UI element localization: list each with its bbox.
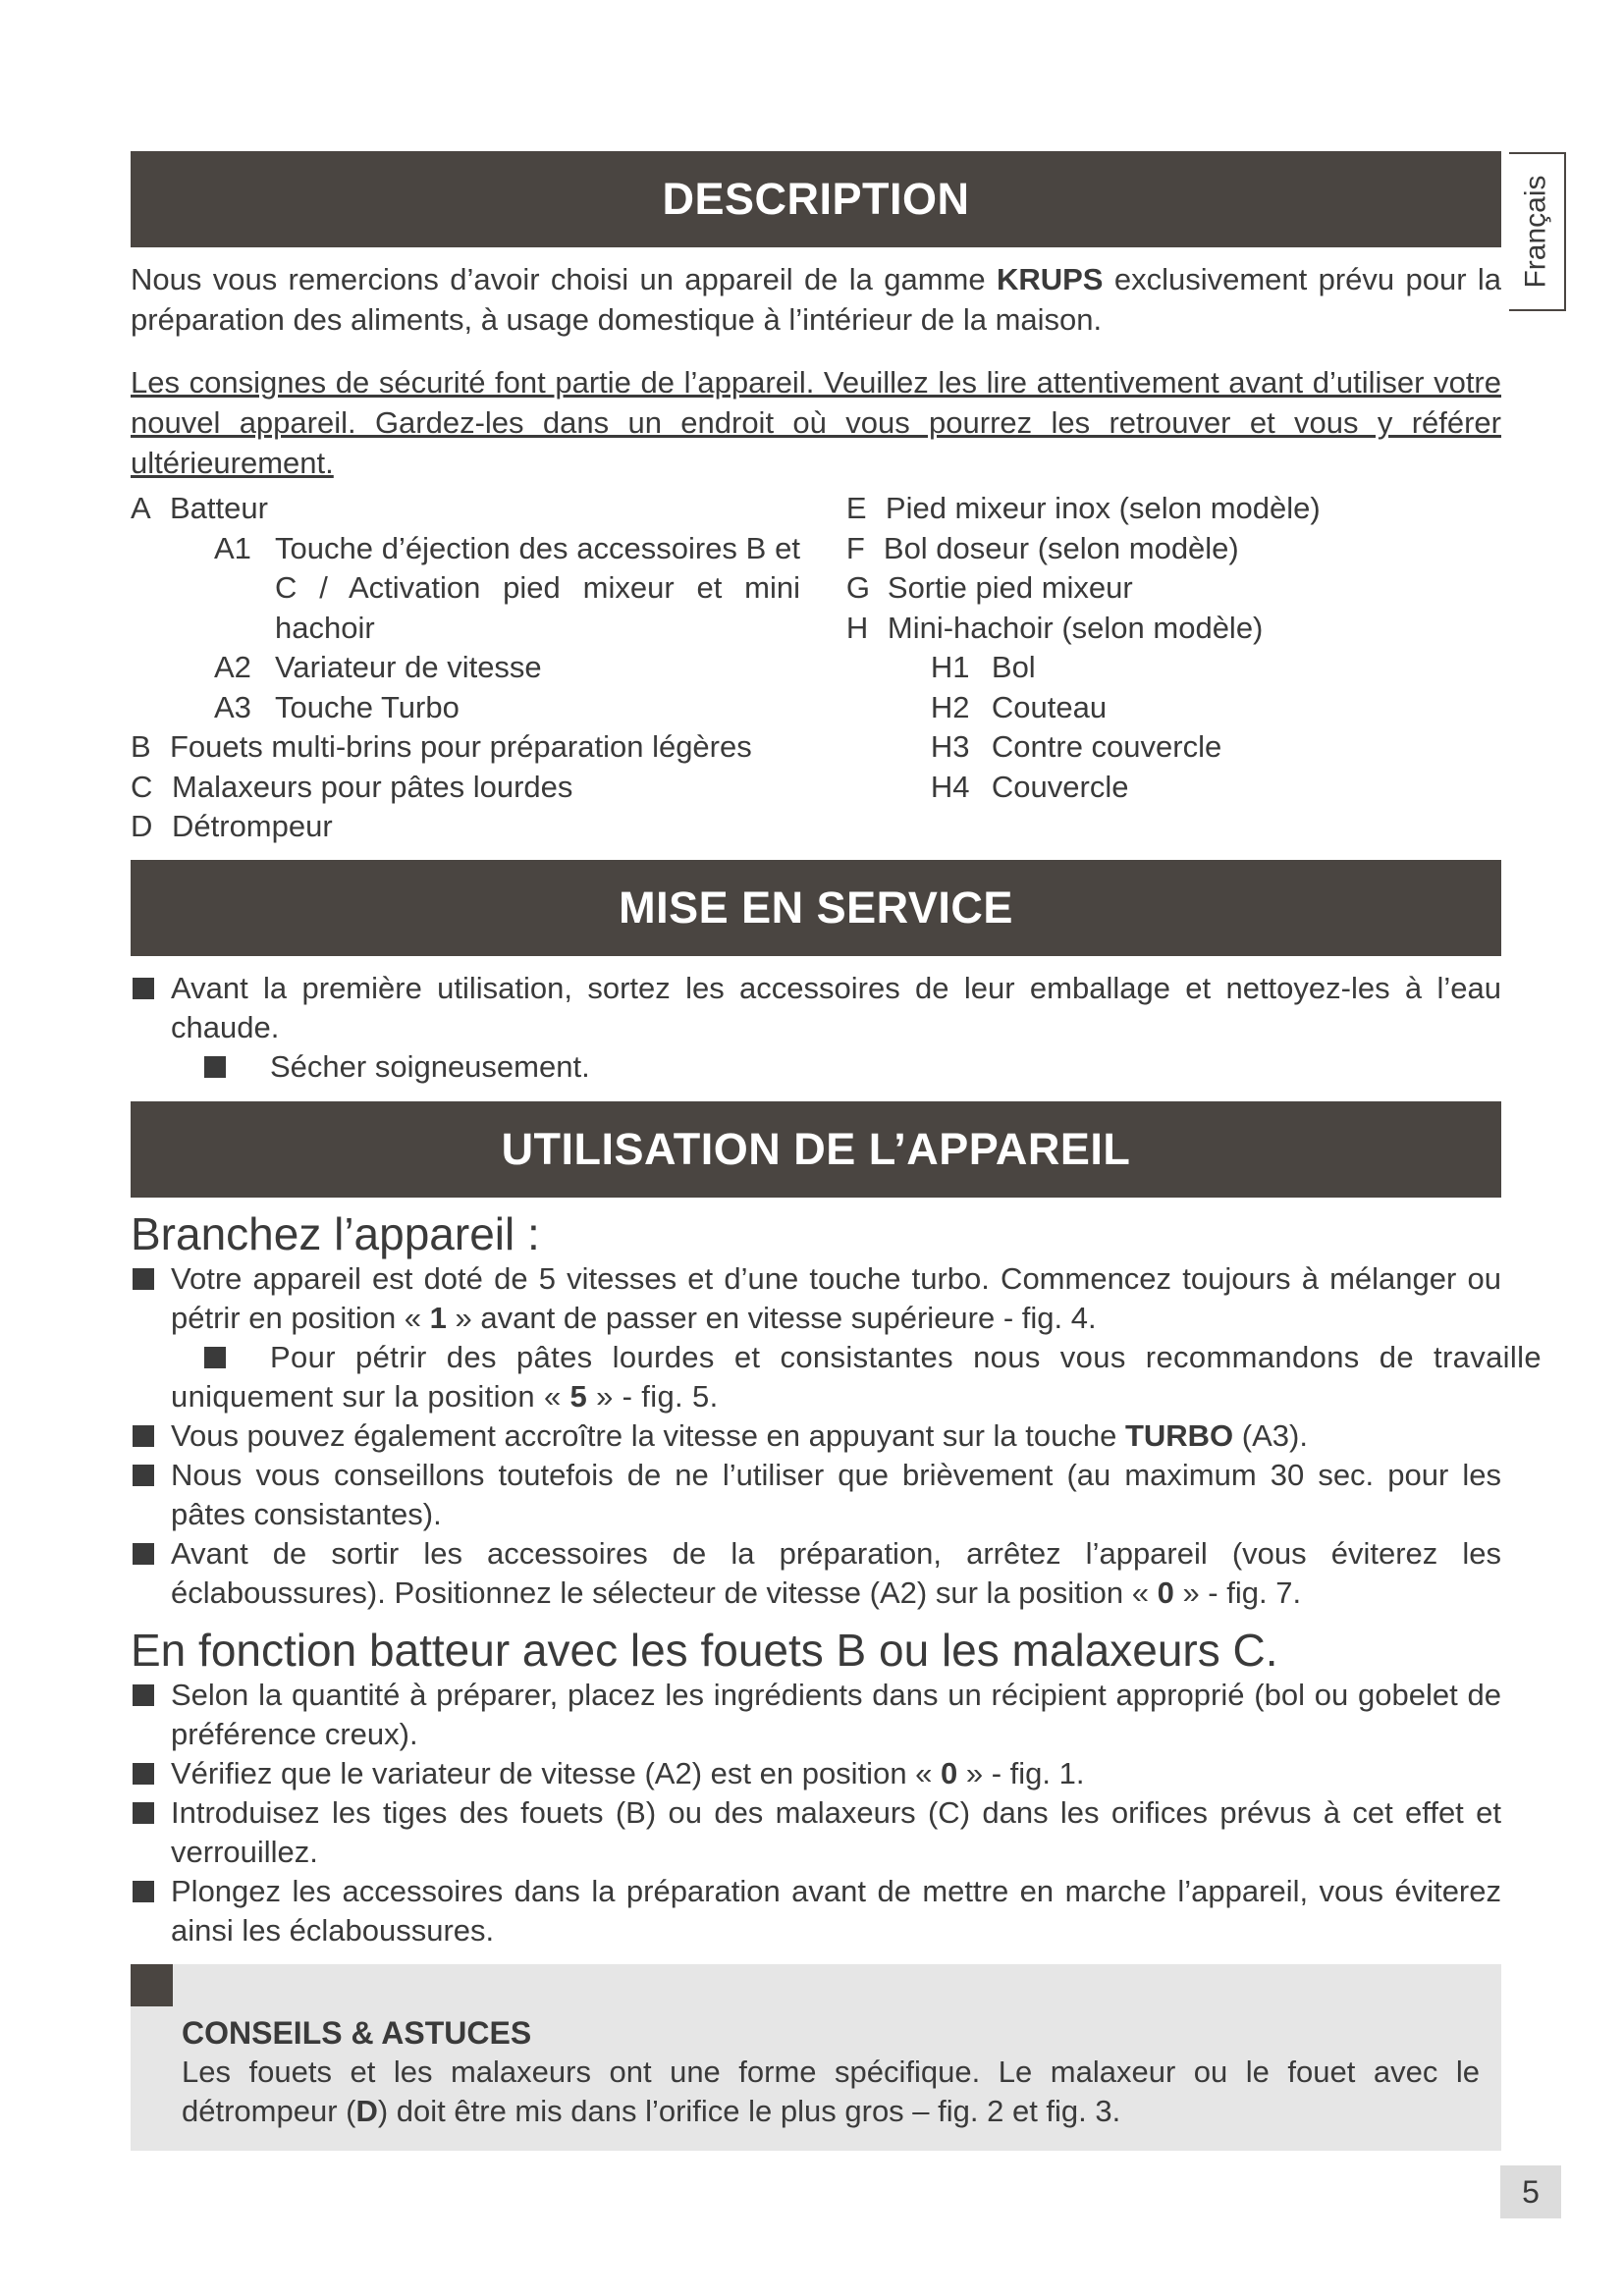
part-text: Variateur de vitesse bbox=[275, 650, 542, 684]
bullet-square-icon bbox=[204, 1347, 226, 1368]
beater-bullet bbox=[131, 1676, 1501, 1754]
part-text: Contre couvercle bbox=[991, 729, 1222, 764]
bullet-square-icon bbox=[133, 1802, 154, 1824]
part-key: H1 bbox=[930, 650, 970, 684]
part-key: B bbox=[131, 729, 151, 764]
beater-text: Plongez les accessoires dans la préparation avant de mettre en marche l’appareil, vous éviterez ainsi les éclaboussures. bbox=[171, 1873, 1501, 1948]
usage-text-bold: 1 bbox=[429, 1300, 447, 1335]
bullet-square-icon bbox=[204, 1056, 226, 1078]
plug-in-heading: Branchez l’appareil : bbox=[131, 1207, 540, 1259]
part-text: Touche d’éjection des accessoires B et C / Activation pied mixeur et mini hachoir bbox=[275, 530, 800, 645]
part-text: Malaxeurs pour pâtes lourdes bbox=[172, 769, 573, 804]
bullet-square-icon bbox=[133, 1465, 154, 1486]
service-bullet bbox=[131, 969, 1501, 1047]
parts-list-right bbox=[835, 489, 1501, 847]
part-item bbox=[131, 807, 835, 847]
brand-name: KRUPS bbox=[996, 262, 1104, 296]
part-text: Couvercle bbox=[991, 769, 1129, 804]
bullet-square-icon bbox=[133, 1543, 154, 1565]
description-intro bbox=[131, 259, 1501, 340]
part-key: A3 bbox=[214, 689, 251, 724]
beater-bullet bbox=[131, 1754, 1501, 1793]
part-text: Couteau bbox=[991, 689, 1108, 724]
usage-text-bold: 0 bbox=[1157, 1575, 1174, 1610]
part-text: Détrompeur bbox=[172, 809, 333, 843]
part-item bbox=[131, 768, 835, 808]
part-item bbox=[131, 489, 835, 529]
beater-text: Introduisez les tiges des fouets (B) ou des malaxeurs (C) dans les orifices prévus à cet effet et verrouillez. bbox=[171, 1794, 1501, 1869]
bullet-square-icon bbox=[133, 1425, 154, 1447]
usage-bullet bbox=[131, 1534, 1501, 1613]
part-item bbox=[846, 688, 1501, 728]
tips-text: Les fouets et les malaxeurs ont une forme spécifique. Le malaxeur ou le fouet avec le détrompeur ( bbox=[182, 2054, 1480, 2128]
parts-list-left bbox=[131, 489, 835, 847]
usage-text: » - fig. 5. bbox=[587, 1378, 719, 1414]
language-tab bbox=[1509, 152, 1566, 311]
usage-text: » avant de passer en vitesse supérieure - fig. 4. bbox=[446, 1300, 1097, 1335]
part-text: Fouets multi-brins pour préparation légères bbox=[170, 729, 752, 764]
part-key: A2 bbox=[214, 650, 251, 684]
part-text: Touche Turbo bbox=[275, 689, 460, 724]
bullet-square-icon bbox=[133, 1684, 154, 1706]
usage-heading: UTILISATION DE L’APPAREIL bbox=[131, 1101, 1501, 1198]
part-key: A bbox=[131, 491, 151, 525]
usage-text-bold: TURBO bbox=[1124, 1417, 1234, 1453]
part-text: Bol bbox=[991, 650, 1036, 684]
service-sub-bullet-text: Sécher soigneusement. bbox=[270, 1048, 590, 1084]
usage-text: Votre appareil est doté de 5 vitesses et d’une touche turbo. Commencez toujours à mélanger ou pétrir en position « bbox=[171, 1260, 1501, 1335]
usage-text-bold: 5 bbox=[569, 1378, 588, 1414]
beater-heading: En fonction batteur avec les fouets B ou les malaxeurs C. bbox=[131, 1624, 1278, 1676]
beater-bullet bbox=[131, 1793, 1501, 1872]
safety-notice: Les consignes de sécurité font partie de l’appareil. Veuillez les lire attentivement avant d’utiliser votre nouvel appareil. Gardez-les dans un endroit où vous pourrez les retrouver et vous y référer ultérieurement. bbox=[131, 365, 1501, 480]
part-key: F bbox=[845, 530, 865, 565]
bullet-square-icon bbox=[133, 978, 154, 999]
part-item bbox=[846, 489, 1501, 529]
part-text: Batteur bbox=[170, 491, 268, 525]
tips-box bbox=[131, 1964, 1501, 2151]
bullet-square-icon bbox=[133, 1763, 154, 1785]
part-item bbox=[846, 648, 1501, 688]
language-label: Français bbox=[1520, 175, 1553, 289]
part-item bbox=[131, 648, 835, 688]
part-text: Bol doseur (selon modèle) bbox=[883, 530, 1239, 565]
usage-sub-bullet bbox=[131, 1338, 1542, 1416]
part-item bbox=[131, 688, 835, 728]
usage-bullet bbox=[131, 1416, 1501, 1456]
intro-text-end: exclusivement prévu pour la préparation des aliments, à usage domestique à l’intérieur de la maison. bbox=[131, 262, 1501, 337]
part-item bbox=[846, 529, 1501, 569]
part-key: D bbox=[131, 809, 153, 843]
part-text: Sortie pied mixeur bbox=[887, 570, 1133, 605]
part-item bbox=[846, 568, 1501, 609]
part-key: C bbox=[131, 769, 153, 804]
usage-text: Avant de sortir les accessoires de la préparation, arrêtez l’appareil (vous éviterez les éclaboussures). Positionnez le sélecteur de vitesse (A2) sur la position « bbox=[171, 1535, 1501, 1610]
usage-text: Nous vous conseillons toutefois de ne l’utiliser que brièvement (au maximum 30 sec. pour les pâtes consistantes). bbox=[171, 1457, 1501, 1531]
beater-text: Vérifiez que le variateur de vitesse (A2) est en position « bbox=[171, 1755, 942, 1790]
usage-bullet bbox=[131, 1456, 1501, 1534]
part-text: Mini-hachoir (selon modèle) bbox=[887, 610, 1264, 645]
beater-text-bold: 0 bbox=[941, 1755, 958, 1790]
beater-bullet bbox=[131, 1872, 1501, 1950]
tips-text: ) doit être mis dans l’orifice le plus gros – fig. 2 et fig. 3. bbox=[377, 2093, 1121, 2128]
part-key: E bbox=[845, 491, 867, 525]
tips-text-bold: D bbox=[355, 2093, 378, 2128]
service-sub-bullet bbox=[131, 1047, 1501, 1087]
part-item bbox=[846, 609, 1501, 649]
part-key: H4 bbox=[930, 769, 970, 804]
page-number: 5 bbox=[1500, 2165, 1561, 2218]
tips-corner-marker bbox=[131, 1964, 173, 2006]
part-key: A1 bbox=[214, 530, 251, 565]
part-item bbox=[846, 768, 1501, 808]
description-heading: DESCRIPTION bbox=[131, 151, 1501, 247]
beater-text: Selon la quantité à préparer, placez les ingrédients dans un récipient approprié (bol ou gobelet de préférence creux). bbox=[171, 1677, 1501, 1751]
part-key: H bbox=[845, 610, 869, 645]
part-item bbox=[131, 529, 835, 649]
part-key: G bbox=[845, 570, 871, 605]
tips-title: CONSEILS & ASTUCES bbox=[182, 2014, 532, 2051]
part-text: Pied mixeur inox (selon modèle) bbox=[885, 491, 1321, 525]
bullet-square-icon bbox=[133, 1268, 154, 1290]
part-item bbox=[131, 727, 835, 768]
intro-text-start: Nous vous remercions d’avoir choisi un appareil de la gamme bbox=[131, 262, 997, 296]
part-key: H2 bbox=[930, 689, 970, 724]
usage-text: Vous pouvez également accroître la vitesse en appuyant sur la touche bbox=[171, 1417, 1125, 1453]
beater-text: » - fig. 1. bbox=[957, 1755, 1085, 1790]
usage-text: » - fig. 7. bbox=[1173, 1575, 1302, 1610]
service-heading: MISE EN SERVICE bbox=[131, 860, 1501, 956]
service-bullet-text: Avant la première utilisation, sortez les accessoires de leur emballage et nettoyez-les à l’eau chaude. bbox=[171, 970, 1501, 1044]
tips-body bbox=[182, 2053, 1480, 2131]
parts-list bbox=[131, 489, 1501, 847]
bullet-square-icon bbox=[133, 1881, 154, 1902]
usage-text: Pour pétrir des pâtes lourdes et consistantes nous vous recommandons de travaille uniquement sur la position « bbox=[171, 1339, 1542, 1414]
part-key: H3 bbox=[930, 729, 970, 764]
usage-text: (A3). bbox=[1233, 1417, 1308, 1453]
usage-bullet bbox=[131, 1259, 1501, 1338]
part-item bbox=[846, 727, 1501, 768]
